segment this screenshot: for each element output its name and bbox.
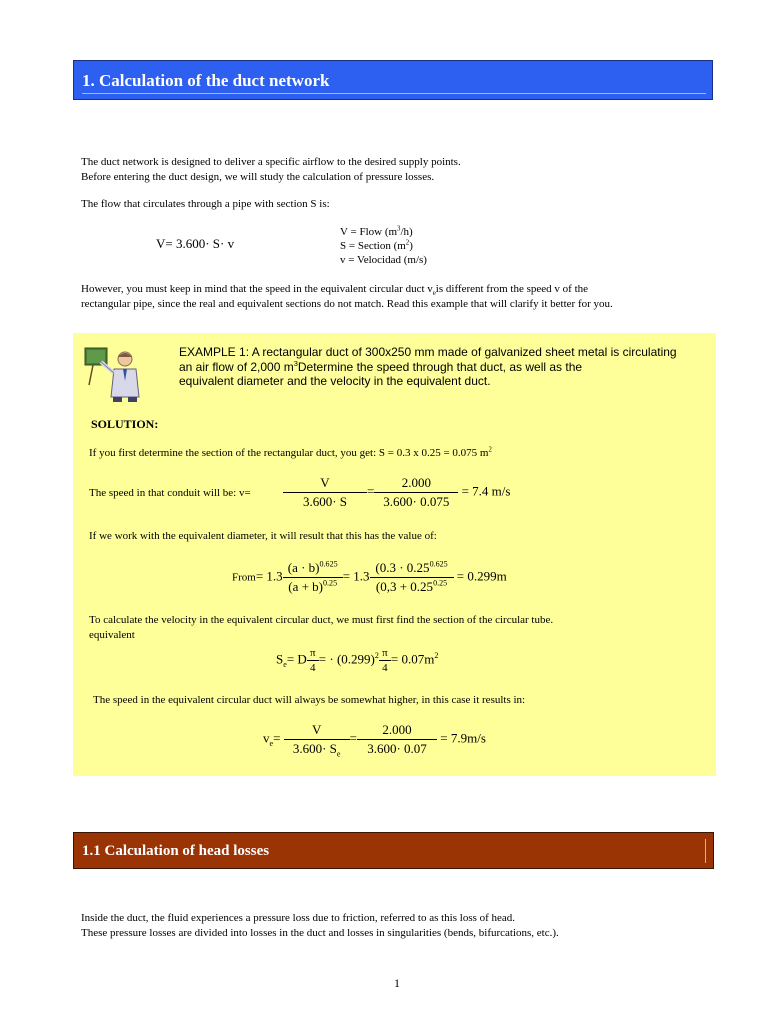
flow-text: The flow that circulates through a pipe with section S is: xyxy=(81,198,330,210)
velocity-line-2: equivalent xyxy=(89,629,135,641)
heading-tick-mark xyxy=(705,839,706,863)
example-line-2: an air flow of 2,000 $m^3Determine$ the speed through that duct, as well as the xyxy=(179,358,583,374)
page-number: 1 xyxy=(394,976,400,990)
definition-section: S = Section $(m^2)$ xyxy=(340,239,413,252)
equivalent-section-equation: $S_e= D$ $\frac{\pi}{4}$ = · $(0.299)^2$ $\frac{\pi}{4}$ = $0.07m^2$ xyxy=(276,647,439,674)
section-calculation: If you first determine the section of the rectangular duct, you get: S = 0.3 x 0.25 = 0.075 $m^2$ xyxy=(89,446,492,459)
definition-velocity: v = Velocidad (m/s) xyxy=(340,254,427,266)
velocity-paragraph xyxy=(89,613,649,643)
diameter-result: = 0.299m xyxy=(456,568,507,584)
losses-line-2: These pressure losses are divided into losses in the duct and losses in singularities (bends, bifurcations, etc.). xyxy=(81,927,559,939)
flow-formula: V= 3.600· S· v xyxy=(156,236,235,251)
however-line-2: rectangular pipe, since the real and equivalent sections do not match. Read this example that will clarify it better for you. xyxy=(81,298,613,310)
speed-equation: $\frac{V}{3.600\cdot S}$ = $\frac{2.000}{3.600\cdot 0.075}$ = 7.4 m/s xyxy=(283,475,510,510)
intro-line-2: Before entering the duct design, we will study the calculation of pressure losses. xyxy=(81,171,435,183)
equivalent-velocity-equation: $v_e=$ $\frac{V}{3.600\cdot S_e}$ = $\frac{2.000}{3.600\cdot 0.07}$ = 7.9m/s xyxy=(263,722,486,759)
intro-paragraph xyxy=(81,155,461,185)
velocity-line-1: To calculate the velocity in the equivalent circular duct, we must first find the section of the circular tube. xyxy=(89,614,554,626)
solution-label: SOLUTION: xyxy=(91,417,159,431)
speed-fraction-2: $\frac{2.000}{3.600\cdot 0.075}$ xyxy=(374,475,458,510)
diameter-fraction-1: $\frac{(a \cdot b)^{0.625}}{(a + b)^{0.25}}$ xyxy=(283,560,343,595)
section-title-1: 1. Calculation of the duct network xyxy=(82,71,330,90)
losses-paragraph xyxy=(81,911,559,941)
example-line-3: equivalent diameter and the velocity in the equivalent duct. xyxy=(179,374,491,388)
heading-underline xyxy=(82,93,706,94)
losses-line-1: Inside the duct, the fluid experiences a pressure loss due to friction, referred to as this loss of head. xyxy=(81,912,516,924)
velocity-result: = 7.9m/s xyxy=(440,730,486,746)
section-heading-1 xyxy=(73,60,713,100)
section-title-1-1: 1.1 Calculation of head losses xyxy=(82,843,270,859)
formula-definitions xyxy=(340,225,427,267)
intro-line-1: The duct network is designed to deliver a specific airflow to the desired supply points. xyxy=(81,156,461,168)
speed-fraction-1: $\frac{V}{3.600\cdot S}$ xyxy=(283,475,367,510)
teacher-at-board-icon xyxy=(83,345,145,403)
velocity-fraction-2: $\frac{2.000}{3.600\cdot 0.07}$ xyxy=(357,722,437,757)
speed-result: = 7.4 m/s xyxy=(461,483,511,499)
equivalent-diameter-equation: From= 1.3 $\frac{(a \cdot b)^{0.625}}{(a + b)^{0.25}}$ = 1.3 $\frac{(0.3 \cdot 0.25^{0.625}}{(0,3 + 0.25^{0.25}}$ = 0.299m xyxy=(232,559,507,594)
however-line-1: However, you must keep in mind that the speed in the equivalent circular duct $v_eis$ different from the speed v of the xyxy=(81,283,589,298)
velocity-fraction-1: $\frac{V}{3.600\cdot S_e}$ xyxy=(284,722,350,757)
speed-label: The speed in that conduit will be: v= xyxy=(89,487,251,499)
higher-speed-text: The speed in the equivalent circular duct will always be somewhat higher, in this case it results in: xyxy=(93,694,526,706)
example-box xyxy=(73,333,716,776)
pi-over-four-1: $\frac{\pi}{4}$ xyxy=(307,647,319,674)
example-statement xyxy=(179,345,677,389)
diameter-fraction-2: $\frac{(0.3 \cdot 0.25^{0.625}}{(0,3 + 0.25^{0.25}}$ xyxy=(370,560,454,595)
however-paragraph xyxy=(81,282,711,312)
pi-over-four-2: $\frac{\pi}{4}$ xyxy=(379,647,391,674)
definition-flow: V = Flow $(m^3/h)$ xyxy=(340,225,413,238)
equivalent-diameter-text: If we work with the equivalent diameter, it will result that this has the value of: xyxy=(89,530,437,542)
section-heading-1-1 xyxy=(73,832,714,869)
example-line-1: EXAMPLE 1: A rectangular duct of 300x250 mm made of galvanized sheet metal is circulating xyxy=(179,345,677,359)
